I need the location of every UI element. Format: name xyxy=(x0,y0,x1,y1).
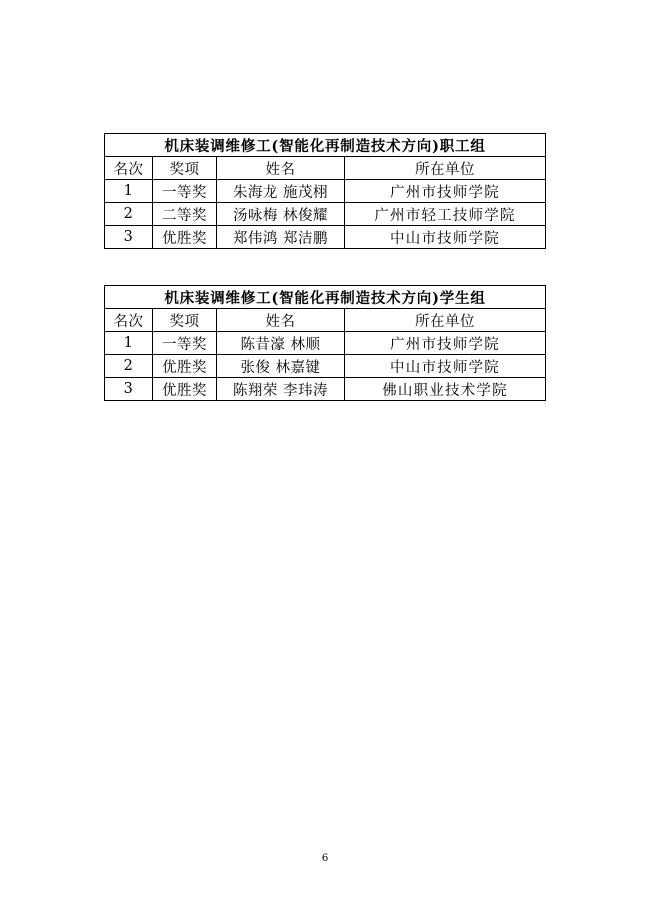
rank-cell: 1 xyxy=(105,332,153,355)
table-title: 机床装调维修工(智能化再制造技术方向)学生组 xyxy=(105,286,546,309)
unit-cell: 佛山职业技术学院 xyxy=(345,378,546,401)
award-cell: 优胜奖 xyxy=(153,355,217,378)
table-title: 机床装调维修工(智能化再制造技术方向)职工组 xyxy=(105,134,546,157)
page-number: 6 xyxy=(321,853,329,864)
header-names: 姓名 xyxy=(217,309,345,332)
header-unit: 所在单位 xyxy=(345,309,546,332)
table-row xyxy=(105,378,546,401)
award-cell: 一等奖 xyxy=(153,332,217,355)
unit-cell: 中山市技师学院 xyxy=(345,355,546,378)
names-cell: 汤咏梅 林俊耀 xyxy=(217,203,345,226)
header-award: 奖项 xyxy=(153,157,217,180)
unit-cell: 广州市轻工技师学院 xyxy=(345,203,546,226)
table-header-row xyxy=(105,309,546,332)
award-cell: 优胜奖 xyxy=(153,226,217,249)
award-table-student xyxy=(104,285,546,401)
table-header-row xyxy=(105,157,546,180)
award-cell: 二等奖 xyxy=(153,203,217,226)
rank-cell: 1 xyxy=(105,180,153,203)
names-cell: 郑伟鸿 郑洁鹏 xyxy=(217,226,345,249)
award-cell: 优胜奖 xyxy=(153,378,217,401)
rank-cell: 2 xyxy=(105,355,153,378)
rank-cell: 2 xyxy=(105,203,153,226)
names-cell: 陈昔濠 林顺 xyxy=(217,332,345,355)
rank-cell: 3 xyxy=(105,226,153,249)
rank-cell: 3 xyxy=(105,378,153,401)
table-row xyxy=(105,226,546,249)
award-table-staff xyxy=(104,133,546,249)
unit-cell: 广州市技师学院 xyxy=(345,332,546,355)
unit-cell: 中山市技师学院 xyxy=(345,226,546,249)
names-cell: 张俊 林嘉键 xyxy=(217,355,345,378)
table-title-row xyxy=(105,286,546,309)
names-cell: 朱海龙 施茂栩 xyxy=(217,180,345,203)
header-award: 奖项 xyxy=(153,309,217,332)
table-row xyxy=(105,203,546,226)
table-row xyxy=(105,355,546,378)
names-cell: 陈翔荣 李玮涛 xyxy=(217,378,345,401)
table-title-row xyxy=(105,134,546,157)
unit-cell: 广州市技师学院 xyxy=(345,180,546,203)
table-row xyxy=(105,180,546,203)
award-cell: 一等奖 xyxy=(153,180,217,203)
header-rank: 名次 xyxy=(105,309,153,332)
table-row xyxy=(105,332,546,355)
header-rank: 名次 xyxy=(105,157,153,180)
header-unit: 所在单位 xyxy=(345,157,546,180)
header-names: 姓名 xyxy=(217,157,345,180)
